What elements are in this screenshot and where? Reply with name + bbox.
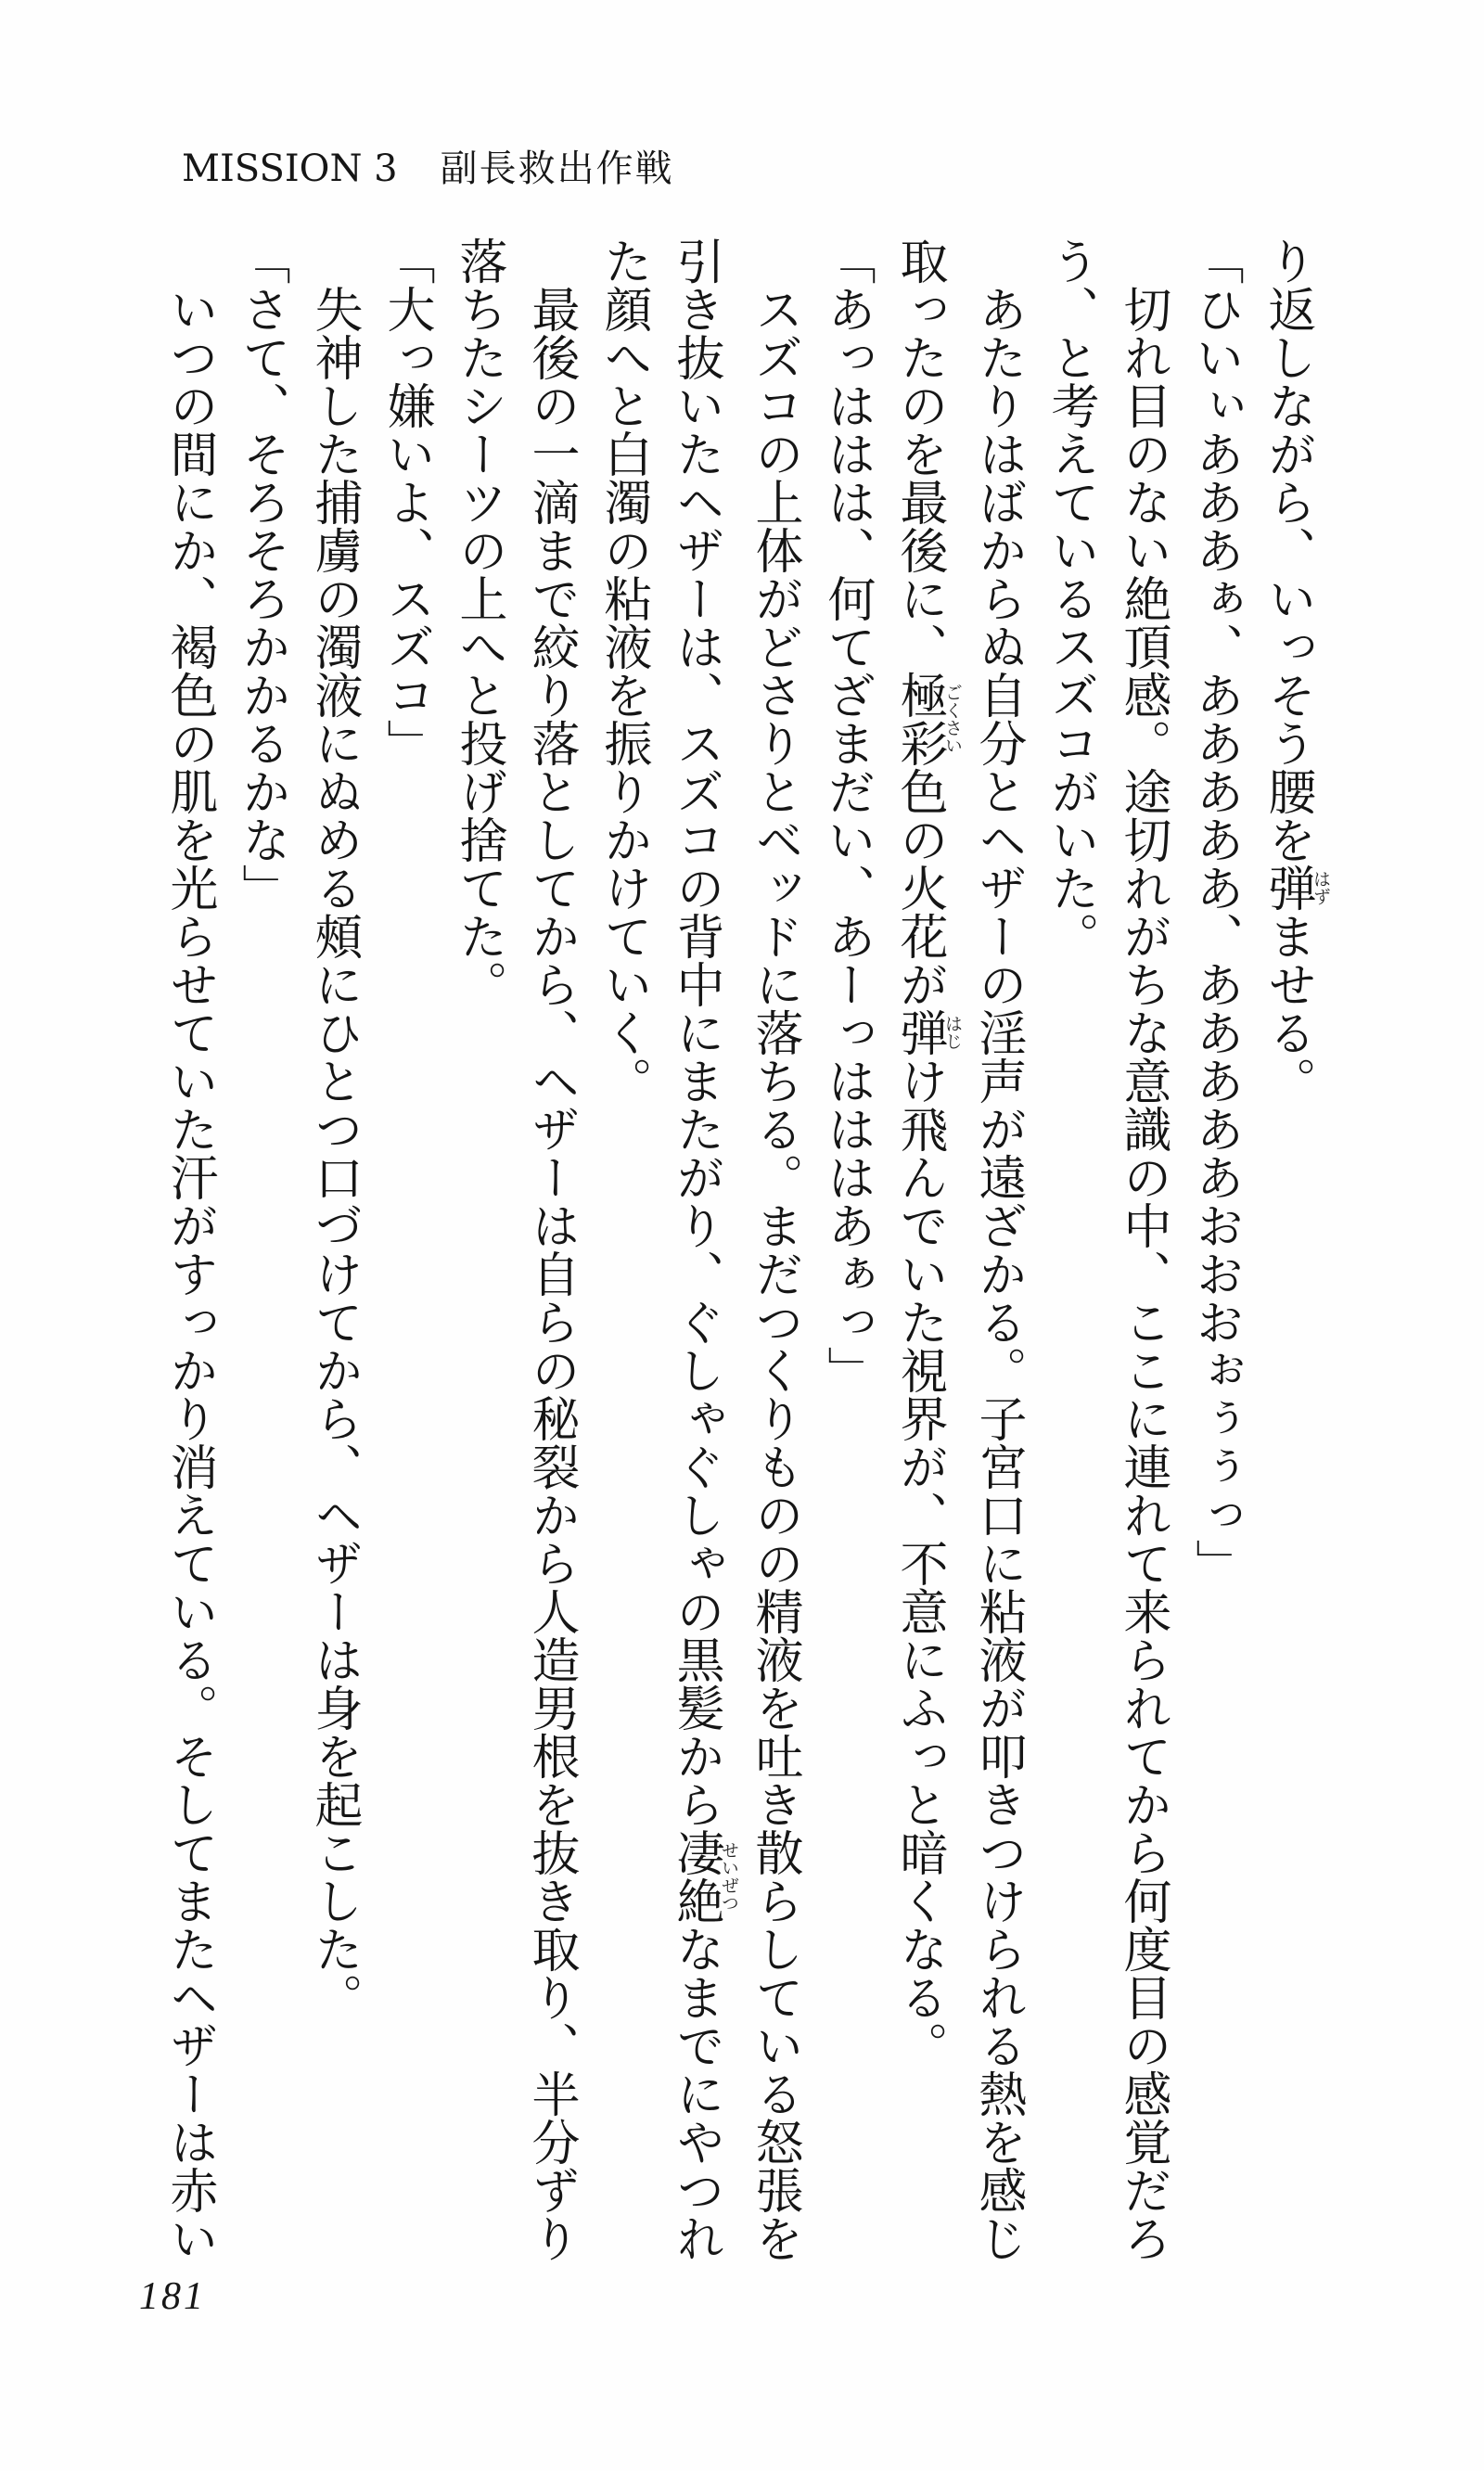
text-run: 失神した捕虜の濁液にぬめる頰にひとつ口づけてから、ヘザーは身を起こした。	[306, 285, 362, 2021]
furigana: せいぜつ	[719, 1828, 739, 1925]
furigana: はず	[1311, 864, 1331, 912]
text-run: 「ひいぃあああぁ、あああああ、あああああおおおぉぅぅっ」	[1187, 237, 1243, 1587]
mission-label: MISSION 3	[182, 147, 398, 190]
text-run: なまでにやつれ	[668, 1925, 723, 2262]
text-column	[225, 237, 298, 2333]
furigana: はじ	[942, 1008, 963, 1056]
text-run: あたりはばからぬ自分とヘザーの淫声が遠ざかる。子宮口に粘液が叩きつけられる熱を感じ	[970, 285, 1026, 2262]
text-column	[442, 237, 515, 2333]
body-text	[153, 237, 1330, 2333]
text-run: 切れ目のない絶頂感。途切れがちな意識の中、ここに連れて来られてから何度目の感覚だろ	[1115, 285, 1171, 2262]
text-run: 「さて、そろそろかかるかな」	[234, 237, 289, 912]
text-column	[153, 237, 225, 2333]
text-column	[587, 237, 659, 2333]
text-run: 色の火花が	[891, 767, 947, 1008]
text-column	[811, 237, 883, 2333]
text-run: 「あっははは、何てざまだい、あーっはははあぁっ」	[819, 237, 875, 1394]
text-run: う、と考えているスズコがいた。	[1043, 237, 1098, 960]
text-run: 取ったのを最後に、	[891, 237, 947, 671]
ruby-text: 凄絶せいぜつ	[668, 1828, 739, 1925]
text-column	[370, 237, 442, 2333]
text-column	[962, 237, 1034, 2333]
text-run: た顔へと白濁の粘液を振りかけていく。	[595, 237, 651, 1105]
running-header	[182, 139, 674, 192]
text-column	[883, 237, 962, 2333]
text-run: け飛んでいた視界が、不意にふっと暗くなる。	[891, 1056, 947, 2069]
text-run: 引き抜いたヘザーは、スズコの背中にまたがり、ぐしゃぐしゃの黒髪から	[668, 237, 723, 1828]
text-run: り返しながら、いっそう腰を	[1260, 237, 1315, 864]
text-run: スズコの上体がどさりとベッドに落ちる。まだつくりものの精液を吐き散らしている怒張を	[747, 285, 802, 2262]
ruby-text: 極彩ごくさい	[891, 671, 963, 767]
text-column	[298, 237, 370, 2333]
text-column	[515, 237, 587, 2333]
furigana: ごくさい	[942, 671, 963, 767]
text-column	[1107, 237, 1179, 2333]
text-column	[659, 237, 738, 2333]
text-run: ませる。	[1260, 912, 1315, 1105]
text-run: 「大っ嫌いよ、スズコ」	[378, 237, 434, 767]
chapter-title: 副長救出作戦	[440, 147, 674, 190]
text-column	[738, 237, 811, 2333]
text-run: 落ちたシーツの上へと投げ捨てた。	[451, 237, 506, 1008]
ruby-text: 弾はじ	[891, 1008, 963, 1056]
text-column	[1179, 237, 1251, 2333]
text-column	[1034, 237, 1107, 2333]
text-column	[1251, 237, 1330, 2333]
ruby-text: 弾はず	[1260, 864, 1331, 912]
text-run: いつの間にか、褐色の肌を光らせていた汗がすっかり消えている。そしてまたヘザーは赤い	[161, 285, 217, 2262]
text-run: 最後の一滴まで絞り落としてから、ヘザーは自らの秘裂から人造男根を抜き取り、半分ずり	[523, 285, 579, 2262]
page-number: 181	[139, 2275, 206, 2318]
